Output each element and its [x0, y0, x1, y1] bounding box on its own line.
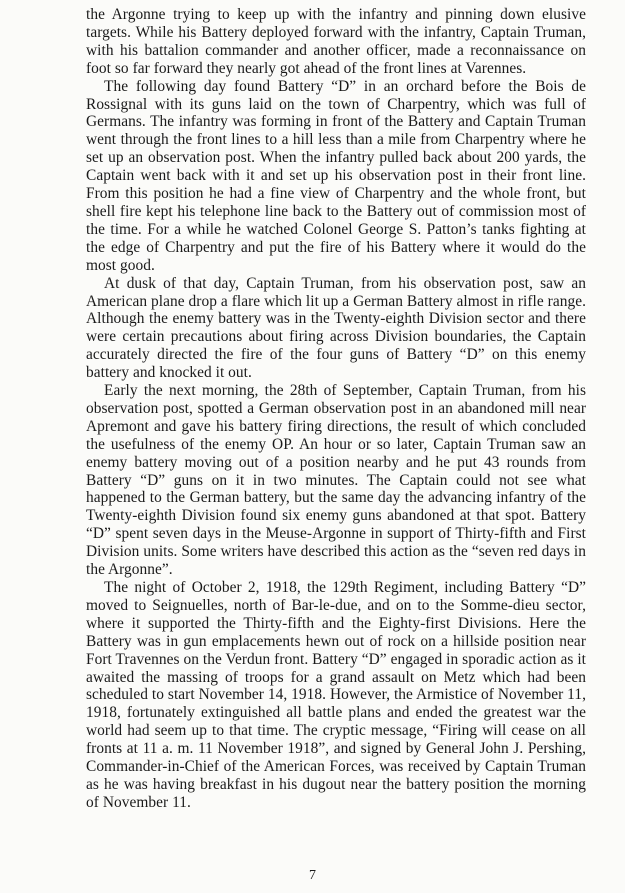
paragraph-3: At dusk of that day, Captain Truman, from his observation post, saw an American plane drop a flare which lit up a German Battery almost in rifle range. Although the enemy battery was in the Twenty-eighth Division sector and there were certain precautions about firing across Division boundaries, the Captain accurately directed the fire of the four guns of Battery “D” on this enemy battery and knocked it out.: [86, 274, 586, 382]
body-text: [86, 6, 586, 812]
paragraph-5: The night of October 2, 1918, the 129th Regiment, including Battery “D” moved to Seignuelles, north of Bar-le-due, and on to the Somme-dieu sector, where it supported the Thirty-fifth and the Eighty-first Divisions. Here the Battery was in gun emplacements hewn out of rock on a hillside position near Fort Travennes on the Verdun front. Battery “D” engaged in sporadic action as it awaited the massing of troops for a grand assault on Metz which had been scheduled to start November 14, 1918. However, the Armistice of November 11, 1918, fortunately extinguished all battle plans and ended the greatest war the world had seem up to that time. The cryptic message, “Firing will cease on all fronts at 11 a. m. 11 November 1918”, and signed by General John J. Pershing, Commander-in-Chief of the American Forces, was received by Captain Truman as he was having breakfast in his dugout near the battery position the morning of November 11.: [86, 579, 586, 811]
paragraph-2: The following day found Battery “D” in an orchard before the Bois de Rossignal with its guns laid on the town of Charpentry, which was full of Germans. The infantry was forming in front of the Battery and Captain Truman went through the front lines to a hill less than a mile from Charpentry where he set up an observation post. When the infantry pulled back about 200 yards, the Captain went back with it and set up his observation post in their front line. From this position he had a fine view of Charpentry and the whole front, but shell fire kept his telephone line back to the Battery out of commission most of the time. For a while he watched Colonel George S. Patton’s tanks fighting at the edge of Charpentry and put the fire of his Battery where it would do the most good.: [86, 77, 586, 274]
paragraph-4: Early the next morning, the 28th of September, Captain Truman, from his observation post, spotted a German observation post in an abandoned mill near Apremont and gave his battery firing directions, the result of which concluded the usefulness of the enemy OP. An hour or so later, Captain Truman saw an enemy battery moving out of a position nearby and he put 43 rounds from Battery “D” guns on it in two minutes. The Captain could not see what happened to the German battery, but the same day the advancing infantry of the Twenty-eighth Division found six enemy guns abandoned at that spot. Battery “D” spent seven days in the Meuse-Argonne in support of Thirty-fifth and First Division units. Some writers have described this action as the “seven red days in the Argonne”.: [86, 382, 586, 579]
paragraph-1: the Argonne trying to keep up with the infantry and pinning down elusive targets. While his Battery deployed forward with the infantry, Captain Truman, with his battalion commander and another officer, made a reconnaissance on foot so far forward they nearly got ahead of the front lines at Varennes.: [86, 6, 586, 77]
page-number: 7: [309, 868, 316, 883]
